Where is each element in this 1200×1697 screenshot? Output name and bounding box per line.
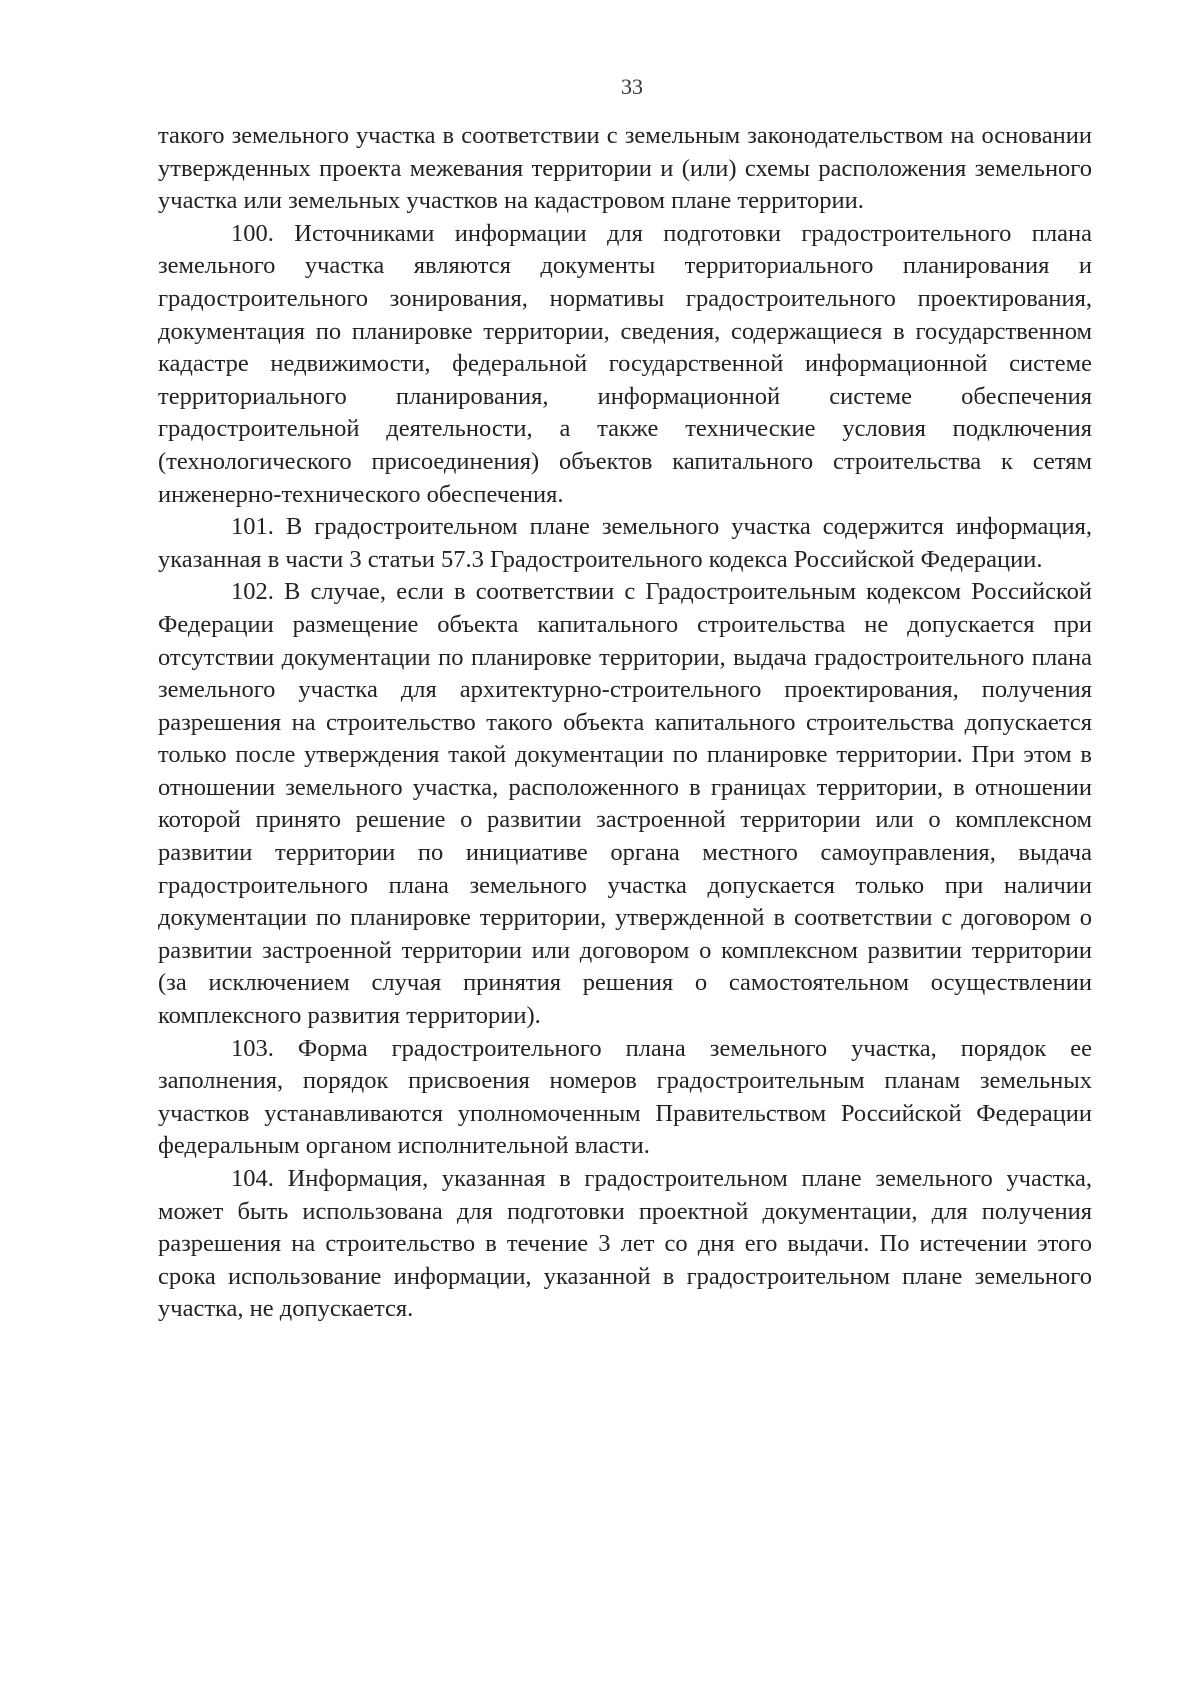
paragraph-102: 102. В случае, если в соответствии с Градостроительным кодексом Российской Федерации размещение объекта капитального строительства не допускается при отсутствии документации по планировке территории, выдача градостроительного плана земельного участка для архитектурно-строительного проектирования, получения разрешения на строительство такого объекта капитального строительства допускается только после утверждения такой документации по планировке территории. При этом в отношении земельного участка, расположенного в границах территории, в отношении которой принято решение о развитии застроенной территории или о комплексном развитии территории по инициативе органа местного самоуправления, выдача градостроительного плана земельного участка допускается только при наличии документации по планировке территории, утвержденной в соответствии с договором о развитии застроенной территории или договором о комплексном развитии территории (за исключением случая принятия решения о самостоятельном осуществлении комплексного развития территории). [158,578,1092,1030]
paragraph-100: 100. Источниками информации для подготовки градостроительного плана земельного участка являются документы территориального планирования и градостроительного зонирования, нормативы градостроительного проектирования, документация по планировке территории, сведения, содержащиеся в государственном кадастре недвижимости, федеральной государственной информационной системе территориального планирования, информационной системе обеспечения градостроительной деятельности, а также технические условия подключения (технологического присоединения) объектов капитального строительства к сетям инженерно-технического обеспечения. [158,219,1092,508]
paragraph-continuation: такого земельного участка в соответствии с земельным законодательством на основании утвержденных проекта межевания территории и (или) схемы расположения земельного участка или земельных участков на кадастровом плане территории. [158,122,1092,215]
document-body [158,120,1092,1326]
paragraph-104: 104. Информация, указанная в градостроительном плане земельного участка, может быть использована для подготовки проектной документации, для получения разрешения на строительство в течение 3 лет со дня его выдачи. По истечении этого срока использование информации, указанной в градостроительном плане земельного участка, не допускается. [158,1165,1092,1323]
paragraph-101: 101. В градостроительном плане земельного участка содержится информация, указанная в части 3 статьи 57.3 Градостроительного кодекса Российской Федерации. [158,513,1092,573]
page-number: 33 [621,74,643,99]
paragraph-103: 103. Форма градостроительного плана земельного участка, порядок ее заполнения, порядок присвоения номеров градостроительным планам земельных участков устанавливаются уполномоченным Правительством Российской Федерации федеральным органом исполнительной власти. [158,1034,1092,1160]
